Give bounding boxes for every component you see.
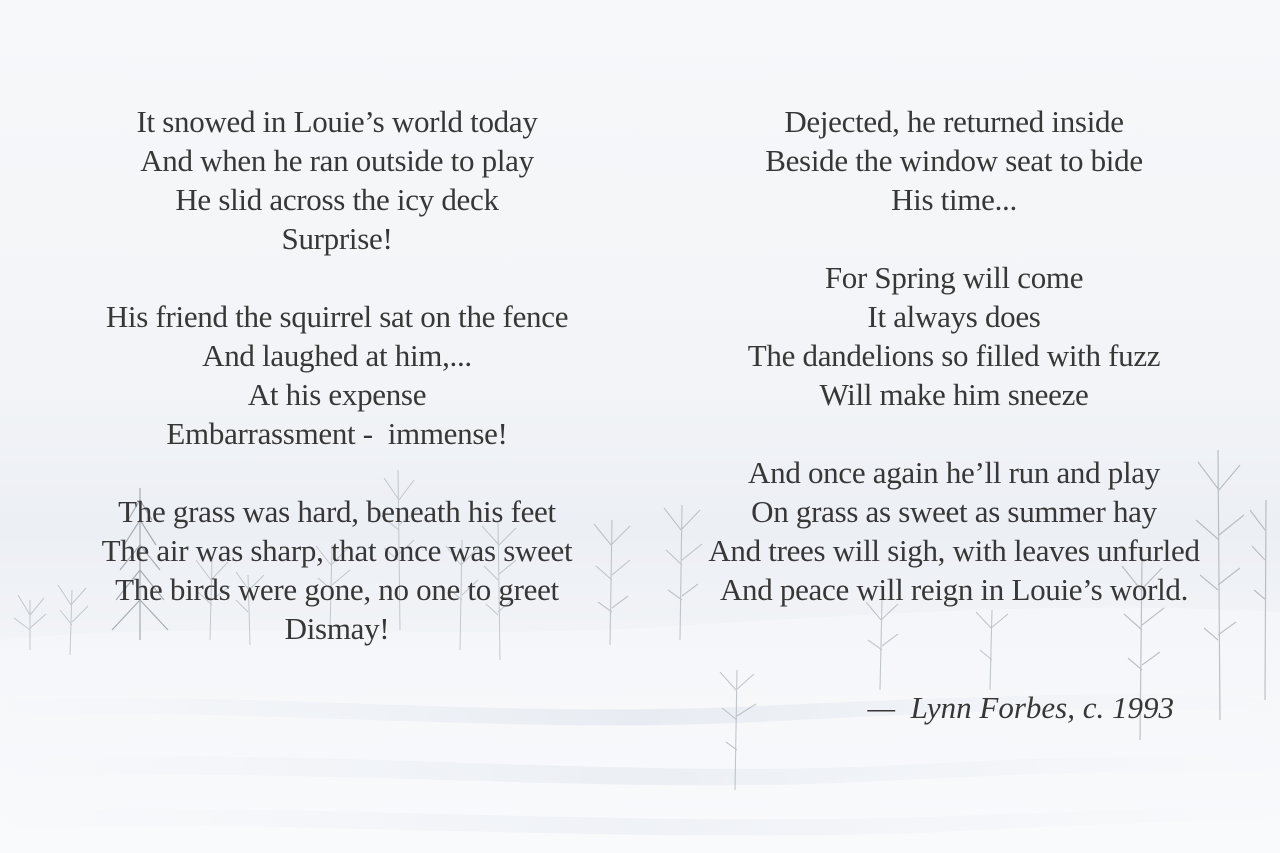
poem-line: Beside the window seat to bide xyxy=(765,143,1143,178)
poem-line: For Spring will come xyxy=(824,260,1084,295)
poem-line: The grass was hard, beneath his feet xyxy=(118,494,556,529)
poem-line: Embarrassment - immense! xyxy=(166,416,508,451)
stanza-4 xyxy=(660,102,1248,219)
stanza-6 xyxy=(660,453,1248,609)
poem-line: It snowed in Louie’s world today xyxy=(136,104,538,139)
poem-left-column xyxy=(40,102,634,687)
poem-line: Dejected, he returned inside xyxy=(784,104,1124,139)
poem-line: And when he ran outside to play xyxy=(140,143,534,178)
poem-line: Will make him sneeze xyxy=(819,377,1089,412)
poem-line: On grass as sweet as summer hay xyxy=(751,494,1157,529)
stanza-1 xyxy=(40,102,634,258)
stanza-2 xyxy=(40,297,634,453)
poem-line: His friend the squirrel sat on the fence xyxy=(105,299,569,334)
poem-line: At his expense xyxy=(247,377,427,412)
poem-line: Dismay! xyxy=(284,611,390,646)
poem-line: The dandelions so filled with fuzz xyxy=(747,338,1161,373)
poem-line: And trees will sigh, with leaves unfurled xyxy=(708,533,1200,568)
poem-attribution: — Lynn Forbes, c. 1993 xyxy=(867,690,1174,725)
poem-line: Surprise! xyxy=(281,221,393,256)
poem-line: And once again he’ll run and play xyxy=(748,455,1160,490)
poem-line: He slid across the icy deck xyxy=(175,182,499,217)
poem-line: And laughed at him,... xyxy=(202,338,472,373)
poem-line: And peace will reign in Louie’s world. xyxy=(719,572,1189,607)
poem-line: His time... xyxy=(891,182,1017,217)
poem-line: It always does xyxy=(867,299,1041,334)
poem-line: The air was sharp, that once was sweet xyxy=(101,533,573,568)
stanza-3 xyxy=(40,492,634,648)
poem-right-column xyxy=(660,102,1248,648)
stanza-5 xyxy=(660,258,1248,414)
poem-line: The birds were gone, no one to greet xyxy=(115,572,559,607)
